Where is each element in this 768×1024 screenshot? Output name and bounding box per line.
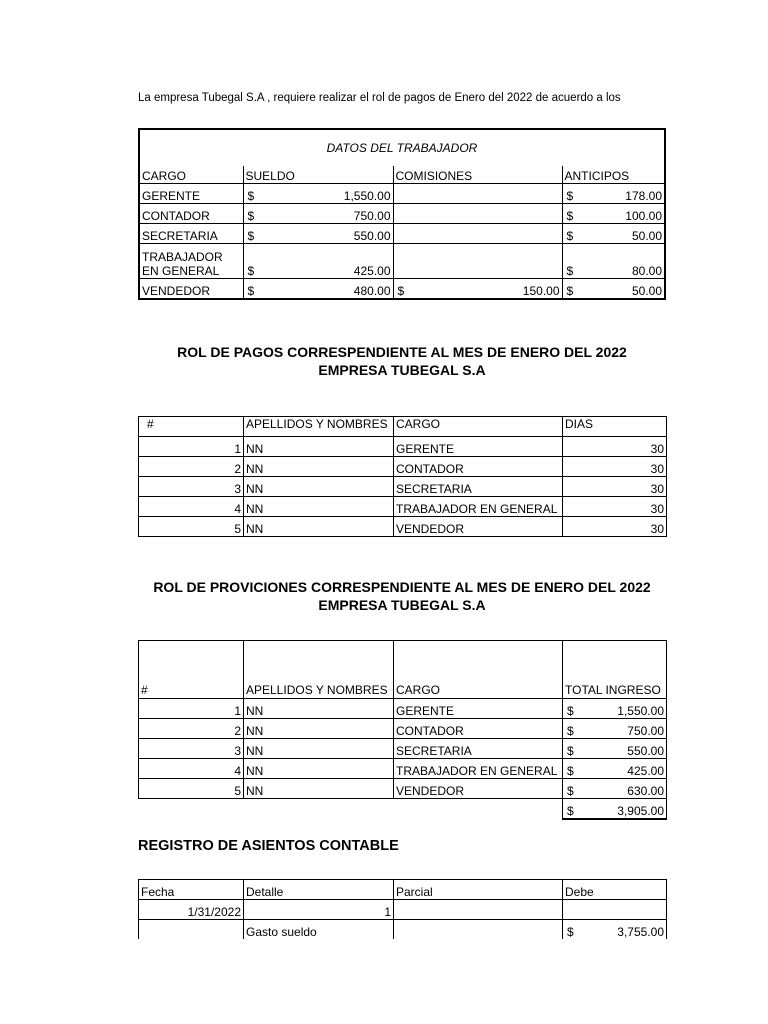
asientos-heading: REGISTRO DE ASIENTOS CONTABLE (138, 838, 399, 854)
cell-nombre: NN (244, 699, 394, 719)
cell-comisiones (393, 184, 562, 204)
cell-nombre: NN (244, 517, 394, 537)
cell-sueldo: 550.00 (353, 229, 391, 243)
cell-cargo: VENDEDOR (394, 517, 563, 537)
table-row (139, 719, 667, 739)
total-row (139, 799, 667, 820)
cell-num: 5 (139, 517, 244, 537)
cell-nombre: NN (244, 759, 394, 779)
currency-symbol: $ (566, 209, 574, 223)
header-num: # (139, 641, 244, 699)
table-row (139, 204, 665, 224)
cell-cargo: TRABAJADOR EN GENERAL (394, 497, 563, 517)
header-cargo: CARGO (142, 169, 187, 183)
table-row (139, 759, 667, 779)
currency-symbol: $ (567, 704, 574, 718)
cell-anticipos: 80.00 (631, 264, 662, 278)
table-row (139, 739, 667, 759)
cell-sueldo: 1,550.00 (343, 189, 391, 203)
datos-trabajador-title: DATOS DEL TRABAJADOR (326, 141, 478, 155)
header-sueldo: SUELDO (243, 166, 393, 184)
cell-cargo: CONTADOR (394, 719, 563, 739)
cell-detalle: Gasto sueldo (244, 920, 394, 940)
rol-pagos-title (138, 343, 666, 379)
header-parcial: Parcial (394, 880, 563, 900)
cell-cargo: SECRETARIA (394, 477, 563, 497)
cell-total: 550.00 (627, 744, 664, 758)
cell-nombre: NN (244, 719, 394, 739)
header-fecha: Fecha (139, 880, 244, 900)
currency-symbol: $ (247, 209, 255, 223)
cell-cargo: GERENTE (394, 437, 563, 457)
intro-text: La empresa Tubegal S.A , requiere realizar el rol de pagos de Enero del 2022 de acuerdo a los (138, 92, 621, 104)
cell-dias: 30 (563, 457, 667, 477)
currency-symbol: $ (567, 724, 574, 738)
cell-num: 4 (139, 759, 244, 779)
currency-symbol: $ (566, 264, 574, 278)
cell-cargo: TRABAJADOR EN GENERAL (139, 244, 243, 279)
rol-pagos-title-line1: ROL DE PAGOS CORRESPENDIENTE AL MES DE ENERO DEL 2022 (177, 344, 627, 360)
currency-symbol: $ (567, 764, 574, 778)
header-num: # (139, 417, 244, 437)
rol-provisiones-title (138, 578, 666, 614)
cell-cargo: CONTADOR (139, 204, 243, 224)
cell-sueldo: 750.00 (353, 209, 391, 223)
rol-pagos-table (138, 416, 667, 537)
cell-cargo: SECRETARIA (139, 224, 243, 244)
cell-debe: 3,755.00 (617, 925, 664, 939)
header-dias: DIAS (563, 417, 667, 437)
table-row (139, 517, 667, 537)
datos-trabajador-table (138, 128, 666, 300)
table-row (139, 224, 665, 244)
cell-cargo: GERENTE (394, 699, 563, 719)
cell-comisiones: 150.00 (522, 284, 560, 298)
currency-symbol: $ (566, 229, 574, 243)
cell-cargo: VENDEDOR (139, 279, 243, 300)
cell-num: 4 (139, 497, 244, 517)
cell-cargo: VENDEDOR (394, 779, 563, 799)
table-row (139, 497, 667, 517)
cell-sueldo: 425.00 (353, 264, 391, 278)
header-cargo: CARGO (394, 641, 563, 699)
currency-symbol: $ (566, 189, 574, 203)
cell-nombre: NN (244, 437, 394, 457)
header-anticipos: ANTICIPOS (562, 166, 665, 184)
cell-dias: 30 (563, 497, 667, 517)
cell-comisiones (393, 204, 562, 224)
cell-total: 425.00 (627, 764, 664, 778)
cell-num: 1 (139, 437, 244, 457)
cell-fecha: 1/31/2022 (139, 900, 244, 920)
cell-num: 3 (139, 739, 244, 759)
cell-num: 2 (139, 457, 244, 477)
table-row (139, 699, 667, 719)
currency-symbol: $ (247, 264, 255, 278)
header-detalle: Detalle (244, 880, 394, 900)
currency-symbol: $ (567, 804, 574, 818)
table-row (139, 779, 667, 799)
cell-total: 1,550.00 (617, 704, 664, 718)
table-row (139, 184, 665, 204)
header-total-ingreso: TOTAL INGRESO (563, 641, 667, 699)
table-row (139, 920, 667, 940)
cell-num: 2 (139, 719, 244, 739)
rol-pagos-title-line2: EMPRESA TUBEGAL S.A (318, 362, 486, 378)
currency-symbol: $ (247, 189, 255, 203)
currency-symbol: $ (397, 284, 405, 298)
cell-num: 5 (139, 779, 244, 799)
header-nombres: APELLIDOS Y NOMBRES (244, 417, 394, 437)
cell-nombre: NN (244, 739, 394, 759)
cell-cargo: GERENTE (139, 184, 243, 204)
cell-cargo: CONTADOR (394, 457, 563, 477)
cell-sueldo: 480.00 (353, 284, 391, 298)
cell-cargo: TRABAJADOR EN GENERAL (394, 759, 563, 779)
header-debe: Debe (563, 880, 667, 900)
cell-nombre: NN (244, 457, 394, 477)
cell-comisiones (393, 244, 562, 279)
cell-dias: 30 (563, 517, 667, 537)
currency-symbol: $ (567, 925, 574, 939)
cell-dias: 30 (563, 477, 667, 497)
header-nombres: APELLIDOS Y NOMBRES (244, 641, 394, 699)
currency-symbol: $ (567, 784, 574, 798)
cell-anticipos: 50.00 (631, 229, 662, 243)
currency-symbol: $ (567, 744, 574, 758)
rol-provisiones-title-line1: ROL DE PROVICIONES CORRESPENDIENTE AL MES DE ENERO DEL 2022 (153, 579, 651, 595)
cell-num: 1 (139, 699, 244, 719)
table-row (139, 279, 665, 300)
cell-nombre: NN (244, 497, 394, 517)
cell-anticipos: 178.00 (625, 189, 662, 203)
cell-total: 750.00 (627, 724, 664, 738)
header-cargo: CARGO (394, 417, 563, 437)
rol-provisiones-title-line2: EMPRESA TUBEGAL S.A (318, 597, 486, 613)
cell-num: 3 (139, 477, 244, 497)
table-row (139, 457, 667, 477)
asientos-table (138, 879, 667, 939)
cell-anticipos: 100.00 (625, 209, 662, 223)
cell-anticipos: 50.00 (631, 284, 662, 298)
cell-dias: 30 (563, 437, 667, 457)
cell-nombre: NN (244, 779, 394, 799)
currency-symbol: $ (566, 284, 574, 298)
cell-comisiones (393, 224, 562, 244)
table-row (139, 244, 665, 279)
cell-detalle: 1 (244, 900, 394, 920)
grand-total: 3,905.00 (617, 804, 664, 818)
table-row (139, 900, 667, 920)
cell-nombre: NN (244, 477, 394, 497)
table-row (139, 477, 667, 497)
cell-total: 630.00 (627, 784, 664, 798)
rol-provisiones-table (138, 640, 667, 820)
currency-symbol: $ (247, 229, 255, 243)
table-row (139, 437, 667, 457)
cell-cargo: SECRETARIA (394, 739, 563, 759)
currency-symbol: $ (247, 284, 255, 298)
header-comisiones: COMISIONES (393, 166, 562, 184)
